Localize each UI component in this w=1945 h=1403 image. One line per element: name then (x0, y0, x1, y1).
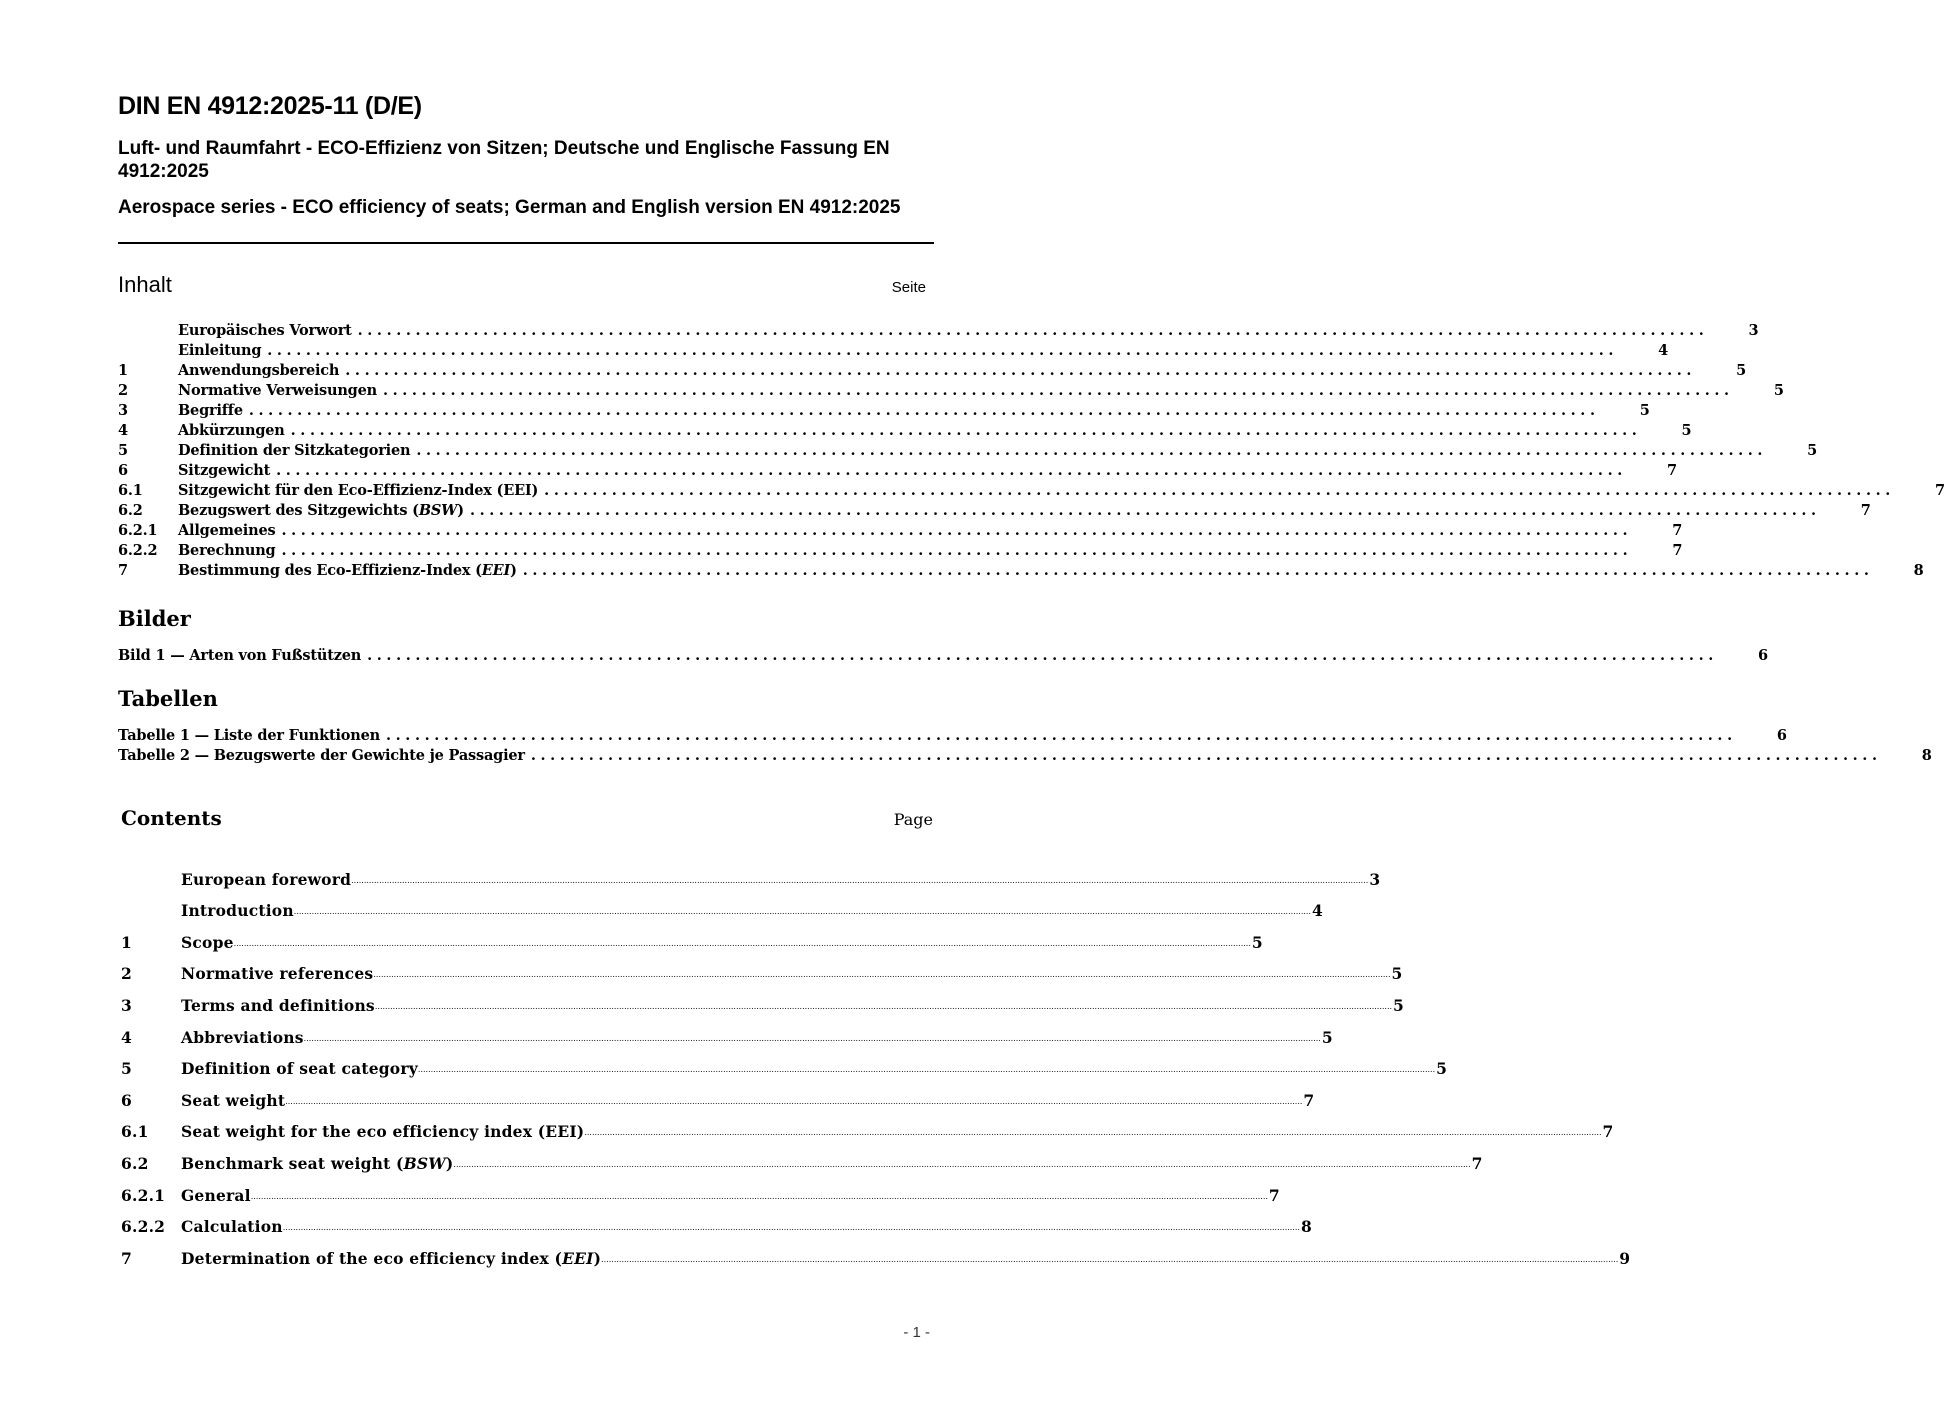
toc-entry-number: 6.1 (118, 482, 143, 499)
toc-leader-dots: ............................................................................................................................................ (367, 647, 1718, 664)
toc-entry-title-text: Abkürzungen (178, 422, 285, 439)
toc-leader-dots: ................................................................................................................................................................................................................................................................................................................................................................................................................ (374, 1001, 1393, 1011)
document-number: DIN EN 4912:2025-11 (D/E) (118, 92, 422, 120)
contents-heading (121, 806, 933, 830)
toc-entry-title (178, 502, 470, 519)
toc-entry-title (181, 964, 373, 983)
toc-entry-number: 6.1 (121, 1122, 149, 1142)
toc-entry[interactable] (121, 952, 1403, 984)
toc-entry-title (118, 747, 531, 764)
toc-entry-title (181, 1091, 285, 1110)
toc-entry[interactable] (118, 499, 1871, 519)
toc-leader-dots: ................................................................................................................................................................................................................................................................................................................................................................................................................ (285, 1096, 1303, 1106)
toc-entry[interactable] (118, 519, 1683, 539)
toc-leader-dots: ............................................................................................................................................ (382, 382, 1734, 399)
toc-entry-number: 6.2 (118, 502, 143, 519)
toc-entry-page: 5 (1391, 964, 1403, 984)
toc-entry[interactable] (118, 479, 1945, 499)
toc-entry-number: 3 (118, 402, 128, 419)
toc-leader-dots: ................................................................................................................................................................................................................................................................................................................................................................................................................ (601, 1254, 1619, 1264)
toc-entry-number: 6.2.2 (118, 542, 158, 559)
toc-entry-title-text: General (181, 1185, 251, 1205)
toc-leader-dots: ............................................................................................................................................ (544, 482, 1895, 499)
toc-entry-title (181, 1154, 453, 1173)
toc-entry-title (181, 1028, 304, 1047)
toc-leader-dots: ............................................................................................................................................ (357, 322, 1709, 339)
toc-entry-page: 5 (1639, 402, 1650, 419)
toc-entry-title-tail: ) (457, 502, 464, 519)
toc-entry-title (178, 562, 523, 579)
toc-entry-title-italic: EEI (562, 1248, 594, 1268)
toc-entry-title (178, 542, 281, 559)
toc-entry-number: 7 (121, 1248, 132, 1268)
toc-leader-dots: ............................................................................................................................................ (386, 727, 1737, 744)
toc-leader-dots: ............................................................................................................................................ (276, 462, 1627, 479)
toc-leader-dots: ............................................................................................................................................ (290, 422, 1642, 439)
toc-entry-page: 5 (1321, 1027, 1333, 1047)
toc-entry-number: 6.2.1 (118, 522, 158, 539)
title-german: Luft- und Raumfahrt - ECO-Effizienz von Sitzen; Deutsche und Englische Fassung EN 4912:2025 (118, 138, 890, 182)
toc-entry[interactable] (121, 1141, 1483, 1173)
contents-page-label: Page (893, 810, 933, 829)
toc-entry-page: 8 (1921, 747, 1932, 764)
toc-leader-dots: ............................................................................................................................................ (281, 522, 1633, 539)
toc-entry-title-text: Calculation (181, 1217, 283, 1237)
inhalt-toc (118, 319, 1945, 579)
toc-entry[interactable] (118, 744, 1932, 764)
toc-entry-title (178, 382, 383, 399)
toc-entry-page: 7 (1471, 1153, 1483, 1173)
toc-entry-title-text: Seat weight (181, 1090, 286, 1110)
toc-entry-title (181, 870, 351, 889)
toc-entry-title-text: Seat weight for the eco efficiency index (EEI) (181, 1122, 585, 1142)
toc-entry-title (178, 342, 267, 359)
toc-entry-title-italic: BSW (418, 502, 458, 519)
toc-entry-page: 3 (1369, 869, 1381, 889)
bilder-toc (118, 644, 1768, 664)
toc-entry[interactable] (118, 379, 1784, 399)
toc-entry[interactable] (121, 983, 1405, 1015)
toc-entry[interactable] (118, 339, 1668, 359)
toc-entry-page: 8 (1913, 562, 1924, 579)
toc-entry-number: 5 (121, 1059, 132, 1079)
toc-entry[interactable] (121, 1173, 1280, 1205)
tabellen-toc (118, 724, 1932, 764)
toc-entry-page: 4 (1658, 342, 1668, 359)
toc-entry-title (181, 933, 234, 952)
toc-entry-page: 7 (1672, 542, 1683, 559)
toc-entry-title-text: Einleitung (178, 342, 262, 359)
toc-entry-title (178, 442, 416, 459)
inhalt-title: Inhalt (118, 272, 172, 297)
toc-entry[interactable] (118, 399, 1650, 419)
toc-entry-title-text: Abbreviations (181, 1027, 304, 1047)
bilder-heading: Bilder (118, 606, 191, 631)
toc-leader-dots: ............................................................................................................................................ (345, 362, 1697, 379)
toc-entry-title (181, 1217, 283, 1236)
inhalt-heading (118, 272, 926, 298)
toc-leader-dots: ................................................................................................................................................................................................................................................................................................................................................................................................................ (250, 1191, 1268, 1201)
toc-entry-title-tail: ) (445, 1153, 454, 1173)
toc-entry-number: 6.2.2 (121, 1217, 166, 1237)
toc-entry-number: 4 (121, 1027, 132, 1047)
toc-entry-page: 4 (1311, 901, 1323, 921)
toc-entry-title (178, 402, 249, 419)
toc-entry-page: 6 (1757, 647, 1768, 664)
toc-entry[interactable] (118, 644, 1768, 664)
toc-entry[interactable] (118, 459, 1677, 479)
page-number: - 1 - (903, 1324, 930, 1341)
toc-leader-dots: ............................................................................................................................................ (469, 502, 1821, 519)
toc-entry-number: 6.2 (121, 1153, 149, 1173)
toc-entry-title (118, 727, 386, 744)
toc-leader-dots: ................................................................................................................................................................................................................................................................................................................................................................................................................ (351, 875, 1369, 885)
toc-entry[interactable] (118, 359, 1747, 379)
toc-leader-dots: ................................................................................................................................................................................................................................................................................................................................................................................................................ (282, 1223, 1300, 1233)
toc-entry[interactable] (121, 889, 1323, 921)
toc-entry-title (178, 522, 281, 539)
toc-entry-title (181, 1122, 584, 1141)
toc-entry-title-text: Definition der Sitzkategorien (178, 442, 411, 459)
toc-entry-title (178, 482, 544, 499)
toc-leader-dots: ............................................................................................................................................ (530, 747, 1882, 764)
toc-entry-title (178, 322, 358, 339)
toc-leader-dots: ................................................................................................................................................................................................................................................................................................................................................................................................................ (293, 907, 1311, 917)
toc-entry-title-tail: ) (593, 1248, 602, 1268)
toc-entry[interactable] (118, 319, 1759, 339)
toc-entry-number: 2 (118, 382, 128, 399)
toc-leader-dots: ............................................................................................................................................ (267, 342, 1618, 359)
toc-entry-number: 4 (118, 422, 128, 439)
toc-entry-title-text: Definition of seat category (181, 1059, 418, 1079)
toc-entry-title-text: Scope (181, 932, 234, 952)
toc-entry-page: 5 (1681, 422, 1692, 439)
contents-toc (121, 857, 1631, 1268)
toc-leader-dots: ............................................................................................................................................ (522, 562, 1874, 579)
toc-entry-title-text: Introduction (181, 901, 294, 921)
toc-entry-title-text: Normative Verweisungen (178, 382, 377, 399)
contents-title: Contents (121, 806, 222, 830)
toc-entry-page: 9 (1619, 1248, 1631, 1268)
toc-entry-page: 6 (1776, 727, 1787, 744)
toc-entry-title-text: Determination of the eco efficiency index ( (181, 1248, 563, 1268)
toc-entry[interactable] (118, 419, 1692, 439)
tabellen-heading: Tabellen (118, 686, 218, 711)
toc-entry-page: 7 (1672, 522, 1683, 539)
header-rule (118, 242, 934, 244)
toc-entry-title-text: Europäisches Vorwort (178, 322, 352, 339)
toc-entry-page: 7 (1666, 462, 1677, 479)
toc-entry-title-text: Sitzgewicht (178, 462, 271, 479)
toc-entry-title-text: Bestimmung des Eco-Effizienz-Index ( (178, 562, 482, 579)
toc-entry-page: 7 (1935, 482, 1945, 499)
toc-entry-page: 3 (1748, 322, 1759, 339)
toc-entry-number: 6.2.1 (121, 1185, 166, 1205)
toc-entry-title (178, 462, 276, 479)
toc-entry-page: 7 (1303, 1090, 1315, 1110)
toc-entry-page: 8 (1300, 1217, 1312, 1237)
toc-entry-title-text: Sitzgewicht für den Eco-Effizienz-Index (EEI) (178, 482, 539, 499)
toc-entry-title-text: Bild 1 — Arten von Fußstützen (118, 647, 362, 664)
toc-entry-title-text: Begriffe (178, 402, 243, 419)
toc-entry[interactable] (118, 439, 1818, 459)
toc-entry-number: 1 (118, 362, 128, 379)
toc-entry-page: 5 (1773, 382, 1784, 399)
toc-entry-title (181, 996, 375, 1015)
toc-leader-dots: ................................................................................................................................................................................................................................................................................................................................................................................................................ (453, 1159, 1471, 1169)
toc-entry[interactable] (118, 539, 1683, 559)
toc-entry-number: 6 (118, 462, 128, 479)
toc-entry-title (118, 647, 367, 664)
toc-entry-page: 5 (1436, 1059, 1448, 1079)
toc-entry-page: 7 (1860, 502, 1871, 519)
toc-entry-title-text: Allgemeines (178, 522, 276, 539)
toc-entry-title (181, 1249, 601, 1268)
toc-entry-page: 7 (1268, 1185, 1280, 1205)
toc-entry[interactable] (118, 724, 1787, 744)
toc-entry-title (181, 1186, 251, 1205)
toc-entry[interactable] (121, 920, 1263, 952)
toc-leader-dots: ................................................................................................................................................................................................................................................................................................................................................................................................................ (233, 938, 1251, 948)
toc-leader-dots: ................................................................................................................................................................................................................................................................................................................................................................................................................ (417, 1065, 1436, 1075)
toc-leader-dots: ............................................................................................................................................ (416, 442, 1768, 459)
toc-entry[interactable] (121, 857, 1381, 889)
toc-entry-title (181, 901, 294, 920)
toc-entry[interactable] (121, 1047, 1448, 1079)
toc-leader-dots: ............................................................................................................................................ (248, 402, 1600, 419)
toc-entry-number: 2 (121, 964, 132, 984)
toc-entry-title (181, 1059, 418, 1078)
toc-entry-page: 7 (1602, 1122, 1614, 1142)
toc-entry-number: 3 (121, 995, 132, 1015)
title-english: Aerospace series - ECO efficiency of seats; German and English version EN 4912:2025 (118, 197, 901, 218)
toc-leader-dots: ............................................................................................................................................ (281, 542, 1633, 559)
toc-entry-title-italic: BSW (403, 1153, 446, 1173)
toc-entry-page: 5 (1251, 932, 1263, 952)
toc-entry-page: 5 (1736, 362, 1747, 379)
toc-entry-number: 5 (118, 442, 128, 459)
inhalt-page-label: Seite (891, 279, 926, 296)
toc-entry[interactable] (121, 1078, 1315, 1110)
toc-entry[interactable] (121, 1205, 1312, 1237)
toc-leader-dots: ................................................................................................................................................................................................................................................................................................................................................................................................................ (303, 1033, 1321, 1043)
toc-leader-dots: ................................................................................................................................................................................................................................................................................................................................................................................................................ (373, 970, 1391, 980)
toc-entry-number: 7 (118, 562, 128, 579)
toc-entry-title-italic: EEI (481, 562, 511, 579)
toc-entry-title-text: European foreword (181, 869, 352, 889)
toc-entry-page: 5 (1807, 442, 1818, 459)
toc-leader-dots: ................................................................................................................................................................................................................................................................................................................................................................................................................ (584, 1128, 1602, 1138)
toc-entry-title (178, 362, 345, 379)
toc-entry-title-tail: ) (510, 562, 517, 579)
toc-entry-title-text: Benchmark seat weight ( (181, 1153, 404, 1173)
toc-entry[interactable] (121, 1236, 1631, 1268)
toc-entry-title-text: Berechnung (178, 542, 276, 559)
toc-entry-title-text: Tabelle 1 — Liste der Funktionen (118, 727, 380, 744)
toc-entry-title-text: Bezugswert des Sitzgewichts ( (178, 502, 419, 519)
toc-entry-title-text: Tabelle 2 — Bezugswerte der Gewichte je Passagier (118, 747, 525, 764)
toc-entry[interactable] (121, 1015, 1333, 1047)
toc-entry-title (178, 422, 291, 439)
toc-entry-number: 6 (121, 1090, 132, 1110)
toc-entry-title-text: Normative references (181, 964, 374, 984)
toc-entry-title-text: Anwendungsbereich (178, 362, 340, 379)
toc-entry-number: 1 (121, 932, 132, 952)
toc-entry-title-text: Terms and definitions (181, 995, 375, 1015)
toc-entry-page: 5 (1393, 995, 1405, 1015)
toc-entry[interactable] (121, 1110, 1614, 1142)
toc-entry[interactable] (118, 559, 1924, 579)
